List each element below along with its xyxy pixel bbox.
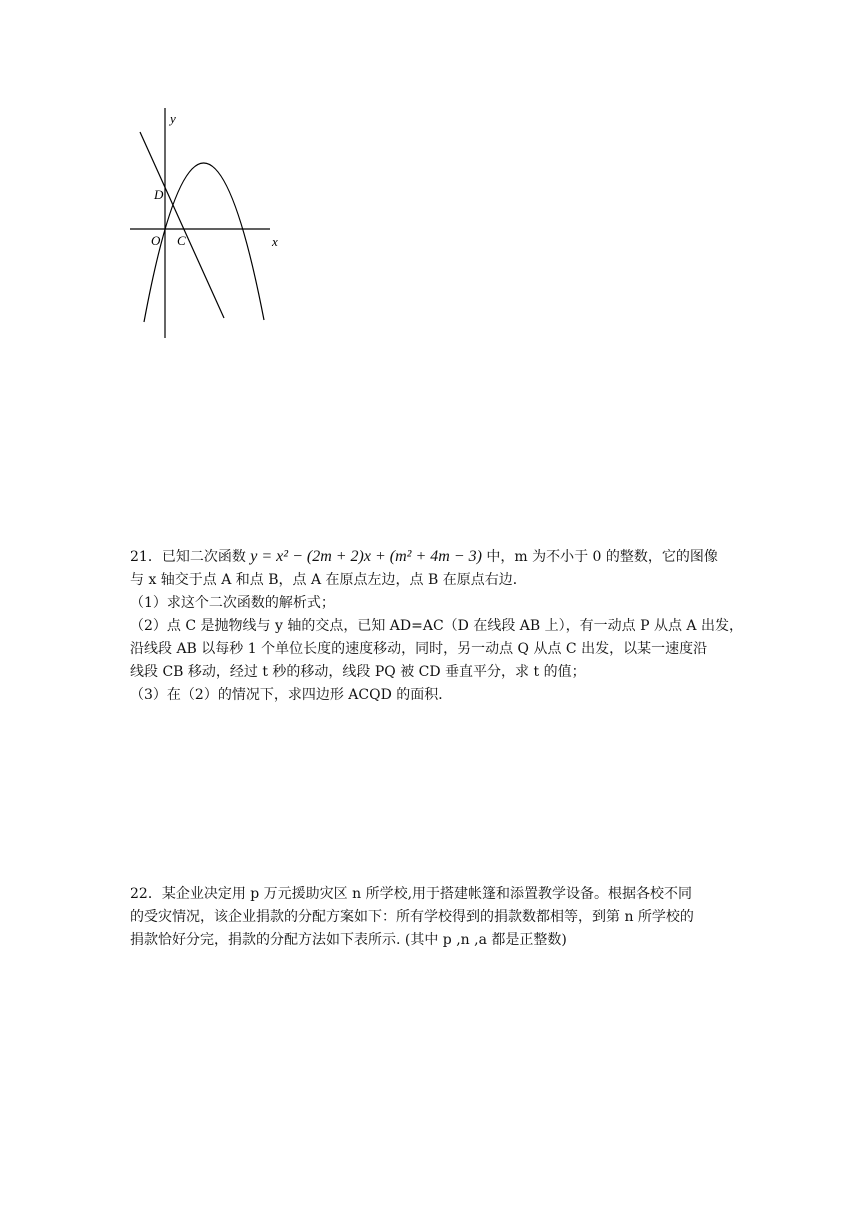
q21-intro: 21．已知二次函数: [130, 549, 251, 565]
point-d-label: D: [154, 187, 164, 202]
y-axis-label: y: [170, 111, 176, 126]
q21-intro-rest: 中，m 为不小于 0 的整数，它的图像: [481, 549, 718, 565]
q21-line-2: 与 x 轴交于点 A 和点 B，点 A 在原点左边，点 B 在原点右边．: [130, 572, 527, 588]
origin-label: O: [151, 233, 161, 248]
q21-part-3: （3）在（2）的情况下，求四边形 ACQD 的面积．: [130, 687, 453, 703]
q21-part-2: （2）点 C 是抛物线与 y 轴的交点，已知 AD=AC（D 在线段 AB 上），有一动点 P 从点 A 出发，: [130, 618, 743, 634]
q22-line-1: 22．某企业决定用 p 万元援助灾区 n 所学校,用于搭建帐篷和添置教学设备。根据各校不同: [130, 886, 693, 902]
q21-line-1: [130, 545, 740, 569]
line-dc: [140, 132, 224, 318]
question-21: [130, 545, 743, 707]
q21-part-2-cont: 沿线段 AB 以每秒 1 个单位长度的速度移动，同时，另一动点 Q 从点 C 出发，以某一速度沿: [130, 641, 708, 657]
parabola-figure: [120, 100, 300, 350]
q21-formula: y = x² − (2m + 2)x + (m² + 4m − 3): [250, 548, 482, 565]
q22-line-2: 的受灾情况，该企业捐款的分配方案如下：所有学校得到的捐款数都相等，到第 n 所学校的: [130, 909, 694, 925]
question-22: [130, 883, 740, 952]
q22-line-3: 捐款恰好分完，捐款的分配方法如下表所示. (其中 p ,n ,a 都是正整数): [130, 932, 567, 948]
q21-part-2-end: 线段 CB 移动，经过 t 秒的移动，线段 PQ 被 CD 垂直平分，求 t 的值；: [130, 664, 586, 680]
q21-part-1: （1）求这个二次函数的解析式；: [130, 595, 335, 611]
point-c-label: C: [177, 233, 186, 248]
x-axis-label: x: [272, 234, 278, 249]
